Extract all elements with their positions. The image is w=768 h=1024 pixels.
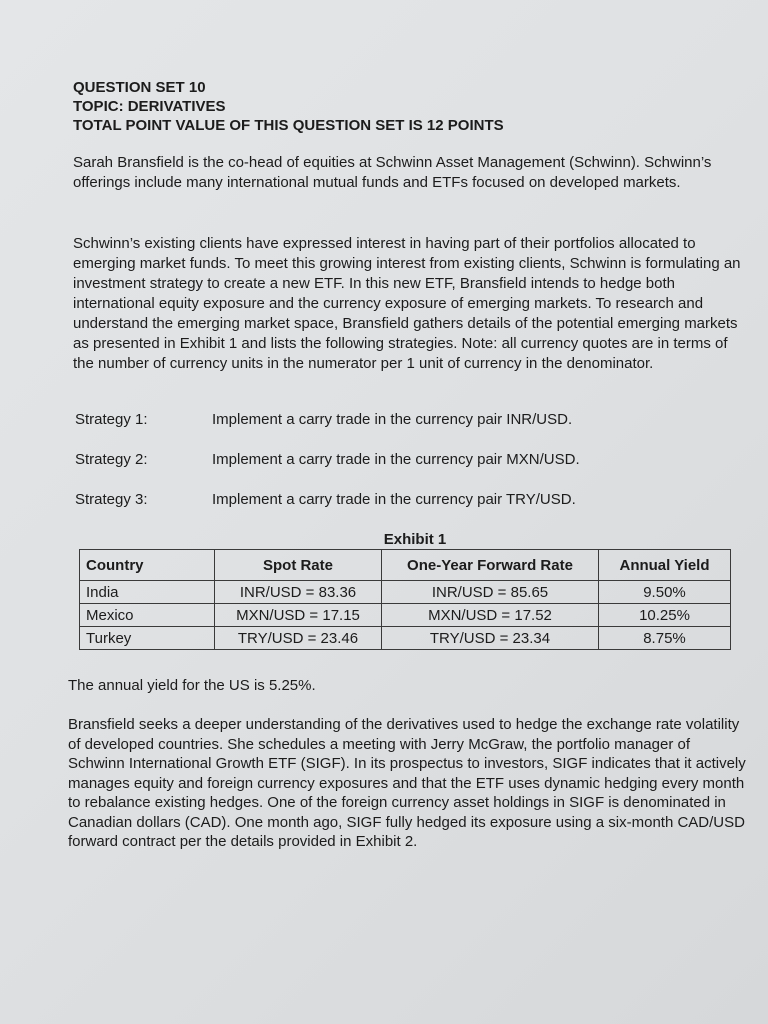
spot-rate-cell: TRY/USD = 23.46 [215, 627, 382, 650]
forward-rate-cell: MXN/USD = 17.52 [382, 604, 599, 627]
point-value-line: TOTAL POINT VALUE OF THIS QUESTION SET IS 12 POINTS [73, 117, 504, 134]
table-header-row [80, 550, 731, 581]
forward-rate-cell: TRY/USD = 23.34 [382, 627, 599, 650]
column-header: Country [80, 550, 215, 581]
us-yield-note: The annual yield for the US is 5.25%. [68, 677, 316, 694]
table-row [80, 627, 731, 650]
strategy-label: Strategy 1: [75, 411, 148, 428]
strategy-text: Implement a carry trade in the currency pair MXN/USD. [212, 451, 580, 468]
strategy-label: Strategy 2: [75, 451, 148, 468]
table-row [80, 581, 731, 604]
strategy-text: Implement a carry trade in the currency pair TRY/USD. [212, 491, 576, 508]
question-header [73, 78, 713, 135]
strategy-item [75, 411, 735, 451]
country-cell: Turkey [80, 627, 215, 650]
spot-rate-cell: INR/USD = 83.36 [215, 581, 382, 604]
hedging-paragraph: Bransfield seeks a deeper understanding of the derivatives used to hedge the exchange rate volatility of developed countries. She schedules a meeting with Jerry McGraw, the portfolio manager of Schwinn International Growth ETF (SIGF). In its prospectus to investors, SIGF indicates that it actively manages equity and foreign currency exposures and that the ETF uses dynamic hedging every month to rebalance existing hedges. One of the foreign currency asset holdings in SIGF is denominated in Canadian dollars (CAD). One month ago, SIGF fully hedged its exposure using a six-month CAD/USD forward contract per the details provided in Exhibit 2. [68, 716, 746, 850]
forward-rate-cell: INR/USD = 85.65 [382, 581, 599, 604]
question-set-title: QUESTION SET 10 [73, 79, 206, 96]
context-paragraph: Schwinn’s existing clients have expressed interest in having part of their portfolios allocated to emerging market funds. To meet this growing interest from existing clients, Schwinn is formulating an investment strategy to create a new ETF. In this new ETF, Bransfield intends to hedge both international equity exposure and the currency exposure of emerging markets. To research and understand the emerging market space, Bransfield gathers details of the potential emerging markets as presented in Exhibit 1 and lists the following strategies. Note: all currency quotes are in terms of the number of currency units in the numerator per 1 unit of currency in the denominator. [73, 235, 741, 372]
strategy-text: Implement a carry trade in the currency pair INR/USD. [212, 411, 573, 428]
annual-yield-cell: 8.75% [599, 627, 731, 650]
column-header: Annual Yield [599, 550, 731, 581]
annual-yield-cell: 9.50% [599, 581, 731, 604]
spot-rate-cell: MXN/USD = 17.15 [215, 604, 382, 627]
topic-line: TOPIC: DERIVATIVES [73, 98, 226, 115]
strategy-item [75, 451, 735, 491]
column-header: One-Year Forward Rate [382, 550, 599, 581]
exhibit-1-title: Exhibit 1 [383, 531, 447, 548]
strategy-item [75, 491, 735, 531]
intro-paragraph: Sarah Bransfield is the co-head of equities at Schwinn Asset Management (Schwinn). Schwinn’s offerings include many international mutual funds and ETFs focused on developed markets. [73, 154, 712, 191]
strategy-label: Strategy 3: [75, 491, 148, 508]
column-header: Spot Rate [215, 550, 382, 581]
strategy-list [75, 411, 735, 531]
exhibit-1-table [79, 549, 731, 650]
country-cell: Mexico [80, 604, 215, 627]
table-row [80, 604, 731, 627]
annual-yield-cell: 10.25% [599, 604, 731, 627]
country-cell: India [80, 581, 215, 604]
